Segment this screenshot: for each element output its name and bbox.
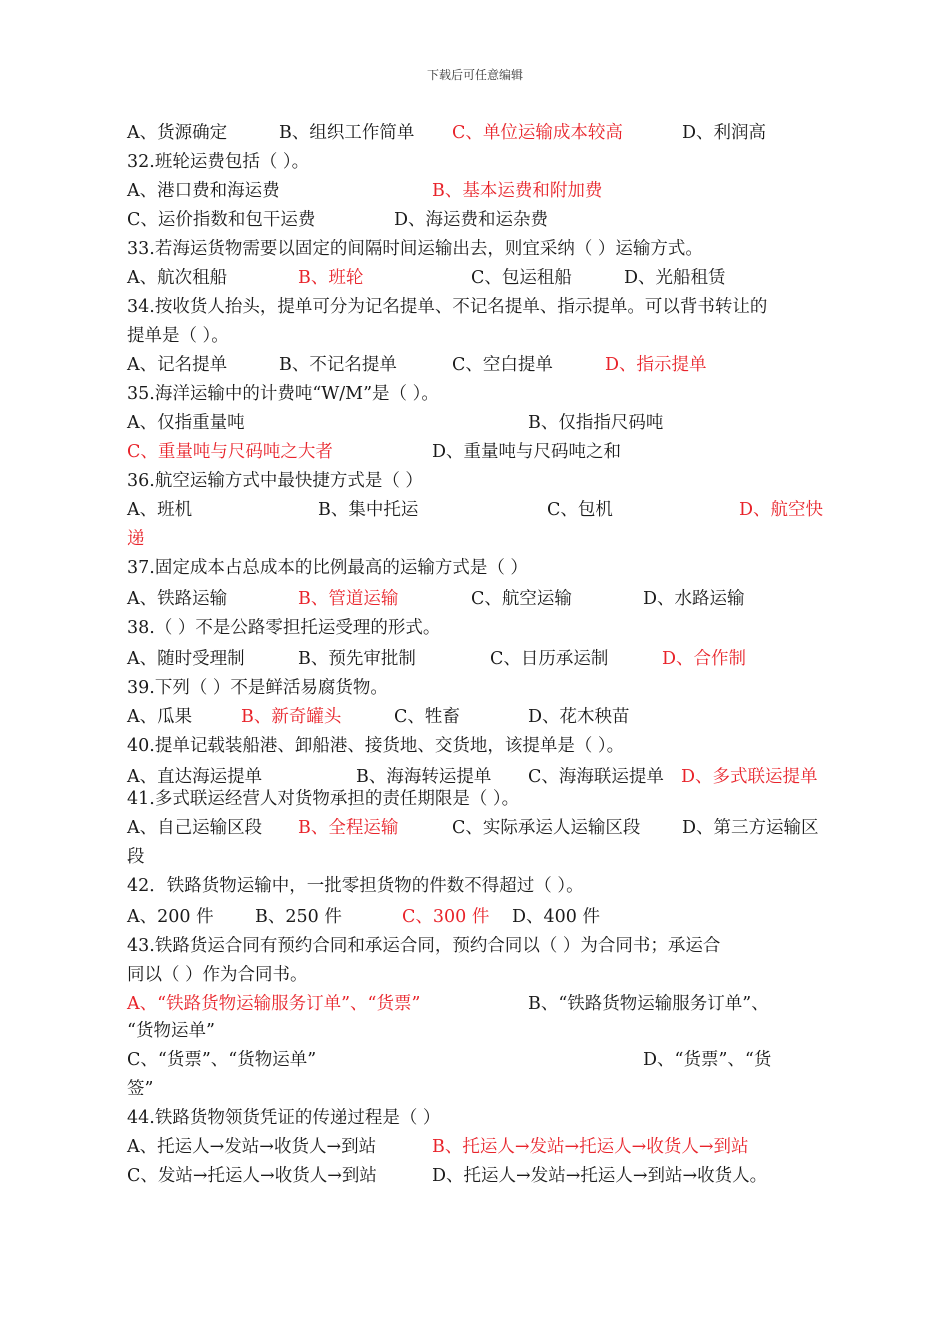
option-c: C、航空运输: [471, 589, 572, 609]
question-43: 43.铁路货运合同有预约合同和承运合同，预约合同以（ ）为合同书；承运合: [127, 936, 721, 956]
option-d: D、光船租赁: [624, 268, 726, 288]
option-d-answer-cont: 递: [127, 529, 145, 549]
page-header: 下载后可任意编辑: [426, 68, 523, 82]
question-34: 34.按收货人抬头，提单可分为记名提单、不记名提单、指示提单。可以背书转让的: [127, 297, 768, 317]
option-d: D、重量吨与尺码吨之和: [432, 442, 622, 462]
option-a: A、航次租船: [127, 268, 228, 288]
option-b: B、海海转运提单: [356, 767, 492, 787]
question-40: 40.提单记载装船港、卸船港、接货地、交货地，该提单是（ ）。: [127, 736, 625, 756]
option-d-cont: 段: [127, 847, 145, 867]
option-c: C、牲畜: [394, 707, 460, 727]
option-c: C、“货票”、“货物运单”: [127, 1050, 317, 1070]
option-a: A、托运人→发站→收货人→到站: [127, 1137, 377, 1157]
option-a: A、瓜果: [127, 707, 193, 727]
option-d: D、利润高: [682, 123, 767, 143]
option-d-answer: D、指示提单: [605, 355, 707, 375]
option-a: A、仅指重量吨: [127, 413, 245, 433]
option-c: C、运价指数和包干运费: [127, 210, 316, 230]
option-c: C、海海联运提单: [528, 767, 664, 787]
question-39: 39.下列（ ）不是鲜活易腐货物。: [127, 678, 388, 698]
option-a: A、班机: [127, 500, 193, 520]
option-a: A、直达海运提单: [127, 767, 263, 787]
option-a: A、铁路运输: [127, 589, 228, 609]
option-b: B、不记名提单: [279, 355, 397, 375]
option-d: D、花木秧苗: [528, 707, 630, 727]
option-a: A、货源确定: [127, 123, 228, 143]
option-d: D、水路运输: [643, 589, 745, 609]
option-c-answer: C、单位运输成本较高: [452, 123, 623, 143]
question-34-cont: 提单是（ ）。: [127, 326, 229, 346]
option-d: D、托运人→发站→托运人→到站→收货人。: [432, 1166, 768, 1186]
option-d: D、“货票”、“货: [643, 1050, 772, 1070]
option-b-answer: B、新奇罐头: [241, 707, 342, 727]
option-b-answer: B、管道运输: [298, 589, 399, 609]
option-c: C、日历承运制: [490, 649, 609, 669]
option-b-cont: “货物运单”: [127, 1021, 215, 1041]
option-b-answer: B、托运人→发站→托运人→收货人→到站: [432, 1137, 749, 1157]
option-a: A、自己运输区段: [127, 818, 263, 838]
question-41: 41.多式联运经营人对货物承担的责任期限是（ ）。: [127, 789, 520, 809]
option-d-answer: D、合作制: [662, 649, 747, 669]
option-d: D、400 件: [512, 907, 600, 927]
option-c: C、包机: [547, 500, 613, 520]
option-c: C、包运租船: [471, 268, 572, 288]
option-a: A、随时受理制: [127, 649, 245, 669]
option-b-answer: B、全程运输: [298, 818, 399, 838]
option-b: B、预先审批制: [298, 649, 416, 669]
question-44: 44.铁路货物领货凭证的传递过程是（ ）: [127, 1108, 441, 1128]
option-a: A、记名提单: [127, 355, 228, 375]
option-c: C、空白提单: [452, 355, 553, 375]
option-b: B、250 件: [255, 907, 342, 927]
option-d: D、海运费和运杂费: [394, 210, 549, 230]
option-b: B、“铁路货物运输服务订单”、: [528, 994, 769, 1014]
option-a: A、200 件: [127, 907, 214, 927]
option-d-answer: D、航空快: [739, 500, 824, 520]
option-c: C、发站→托运人→收货人→到站: [127, 1166, 377, 1186]
option-d-cont: 签”: [127, 1079, 154, 1099]
option-a: A、港口费和海运费: [127, 181, 280, 201]
option-b: B、仅指指尺码吨: [528, 413, 664, 433]
option-c-answer: C、重量吨与尺码吨之大者: [127, 442, 333, 462]
question-33: 33.若海运货物需要以固定的间隔时间运输出去，则宜采纳（ ）运输方式。: [127, 239, 703, 259]
question-37: 37.固定成本占总成本的比例最高的运输方式是（ ）: [127, 558, 528, 578]
question-35: 35.海洋运输中的计费吨“W/M”是（ ）。: [127, 384, 439, 404]
option-b: B、组织工作简单: [279, 123, 415, 143]
option-d: D、第三方运输区: [682, 818, 819, 838]
question-36: 36.航空运输方式中最快捷方式是（ ）: [127, 471, 423, 491]
option-c-answer: C、300 件: [402, 907, 490, 927]
option-a-answer: A、“铁路货物运输服务订单”、“货票”: [127, 994, 421, 1014]
question-32: 32.班轮运费包括（ ）。: [127, 152, 310, 172]
option-b-answer: B、基本运费和附加费: [432, 181, 603, 201]
question-42: 42．铁路货物运输中，一批零担货物的件数不得超过（ ）。: [127, 876, 584, 896]
option-b: B、集中托运: [318, 500, 419, 520]
option-c: C、实际承运人运输区段: [452, 818, 641, 838]
question-43-cont: 同以（ ）作为合同书。: [127, 965, 308, 985]
option-b-answer: B、班轮: [298, 268, 364, 288]
option-d-answer: D、多式联运提单: [681, 767, 818, 787]
question-38: 38.（ ）不是公路零担托运受理的形式。: [127, 618, 441, 638]
